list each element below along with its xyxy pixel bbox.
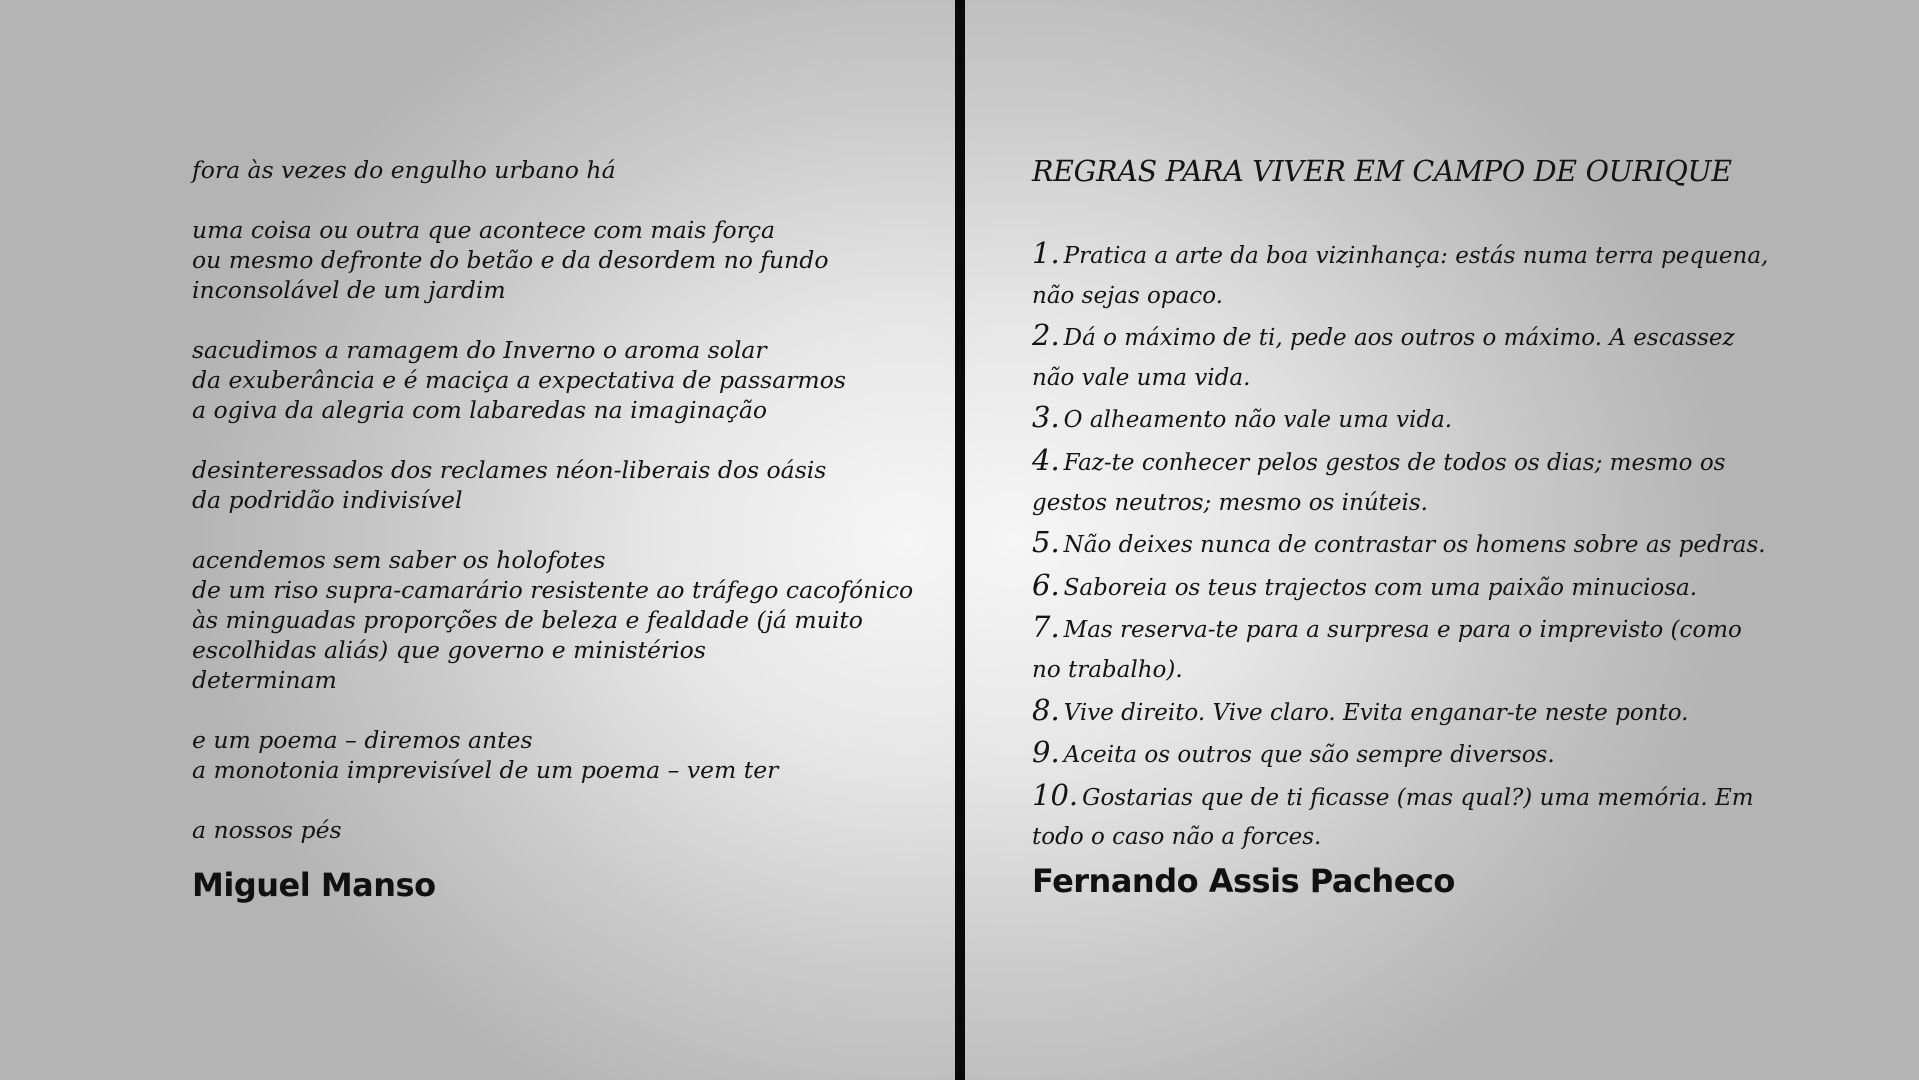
rule-text: Mas reserva-te para a surpresa e para o imprevisto (como <box>1063 617 1742 644</box>
verse: sacudimos a ramagem do Inverno o aroma solar <box>192 336 767 364</box>
rules-list <box>1032 234 1769 858</box>
center-divider <box>955 0 965 1080</box>
rule-line <box>1032 776 1752 819</box>
rule-text: Dá o máximo de ti, pede aos outros o máximo. A escassez <box>1063 325 1735 352</box>
author-name-right: Fernando Assis Pacheco <box>1032 862 1455 900</box>
rule-text: Pratica a arte da boa vizinhança: estás numa terra pequena, <box>1063 243 1769 269</box>
verse: escolhidas aliás) que governo e ministérios <box>192 636 706 664</box>
poem-title: REGRAS PARA VIVER EM CAMPO DE OURIQUE <box>1032 155 1732 188</box>
stanza <box>192 725 932 785</box>
verse: a monotonia imprevisível de um poema – vem ter <box>192 756 779 784</box>
rule-line <box>1032 398 1752 441</box>
rule-line: gestos neutros; mesmo os inúteis. <box>1032 489 1428 516</box>
verse: às minguadas proporções de beleza e fealdade (já muito <box>192 606 863 634</box>
rule-item <box>1032 234 1769 316</box>
rule-line <box>1032 523 1766 566</box>
rule-line: não sejas opaco. <box>1032 282 1223 309</box>
rule-line <box>1032 566 1752 609</box>
left-poem <box>192 155 932 875</box>
rule-line: no trabalho). <box>1032 656 1183 683</box>
verse: fora às vezes do engulho urbano há <box>192 156 616 184</box>
verse: uma coisa ou outra que acontece com mais força <box>192 216 776 244</box>
stanza <box>192 215 932 305</box>
verse: da podridão indivisível <box>192 486 463 514</box>
rule-item <box>1032 691 1752 734</box>
rule-item <box>1032 441 1752 523</box>
rule-text: Aceita os outros que são sempre diversos. <box>1063 742 1555 769</box>
stanza <box>192 335 932 425</box>
rule-item <box>1032 608 1752 690</box>
rule-number: 3. <box>1032 400 1060 435</box>
rule-number: 4. <box>1032 442 1060 477</box>
rule-number: 10. <box>1032 777 1079 812</box>
rule-item <box>1032 316 1752 398</box>
verse: e um poema – diremos antes <box>192 726 533 754</box>
verse: acendemos sem saber os holofotes <box>192 546 606 574</box>
stanza <box>192 155 932 185</box>
rule-line <box>1032 691 1752 734</box>
rule-number: 9. <box>1032 735 1060 770</box>
verse: de um riso supra-camarário resistente ao tráfego cacofónico <box>192 576 914 604</box>
rule-text: Não deixes nunca de contrastar os homens sobre as pedras. <box>1063 532 1766 559</box>
rule-number: 6. <box>1032 567 1060 602</box>
verse: determinam <box>192 666 337 694</box>
rule-number: 7. <box>1032 610 1060 645</box>
rule-line: todo o caso não a forces. <box>1032 824 1322 851</box>
rule-line <box>1032 234 1769 277</box>
verse: inconsolável de um jardim <box>192 276 506 304</box>
rule-number: 1. <box>1032 236 1060 270</box>
verse: da exuberância e é maciça a expectativa de passarmos <box>192 366 846 394</box>
rule-item <box>1032 733 1752 776</box>
rule-line <box>1032 733 1752 776</box>
rule-text: Gostarias que de ti ficasse (mas qual?) uma memória. Em <box>1082 784 1754 811</box>
rule-item <box>1032 776 1752 858</box>
author-name-left: Miguel Manso <box>192 866 436 904</box>
rule-line <box>1032 316 1752 359</box>
verse: desinteressados dos reclames néon-liberais dos oásis <box>192 456 827 484</box>
rule-text: Saboreia os teus trajectos com uma paixão minuciosa. <box>1063 574 1698 601</box>
rule-line <box>1032 441 1752 484</box>
rule-text: Vive direito. Vive claro. Evita enganar-te neste ponto. <box>1063 699 1689 726</box>
stanza <box>192 545 932 695</box>
rule-number: 5. <box>1032 525 1060 560</box>
stanza <box>192 455 932 515</box>
stanza <box>192 815 932 845</box>
rule-number: 2. <box>1032 318 1060 353</box>
verse: a nossos pés <box>192 816 342 844</box>
rule-line: não vale uma vida. <box>1032 364 1251 391</box>
rule-line <box>1032 608 1752 651</box>
verse: a ogiva da alegria com labaredas na imaginação <box>192 396 767 424</box>
rule-number: 8. <box>1032 692 1060 727</box>
rule-item <box>1032 523 1766 566</box>
left-poem-panel <box>0 0 955 1080</box>
rule-text: Faz-te conhecer pelos gestos de todos os dias; mesmo os <box>1063 449 1726 476</box>
rule-item <box>1032 398 1752 441</box>
rule-item <box>1032 566 1752 609</box>
verse: ou mesmo defronte do betão e da desordem no fundo <box>192 246 829 274</box>
rule-text: O alheamento não vale uma vida. <box>1063 407 1453 434</box>
